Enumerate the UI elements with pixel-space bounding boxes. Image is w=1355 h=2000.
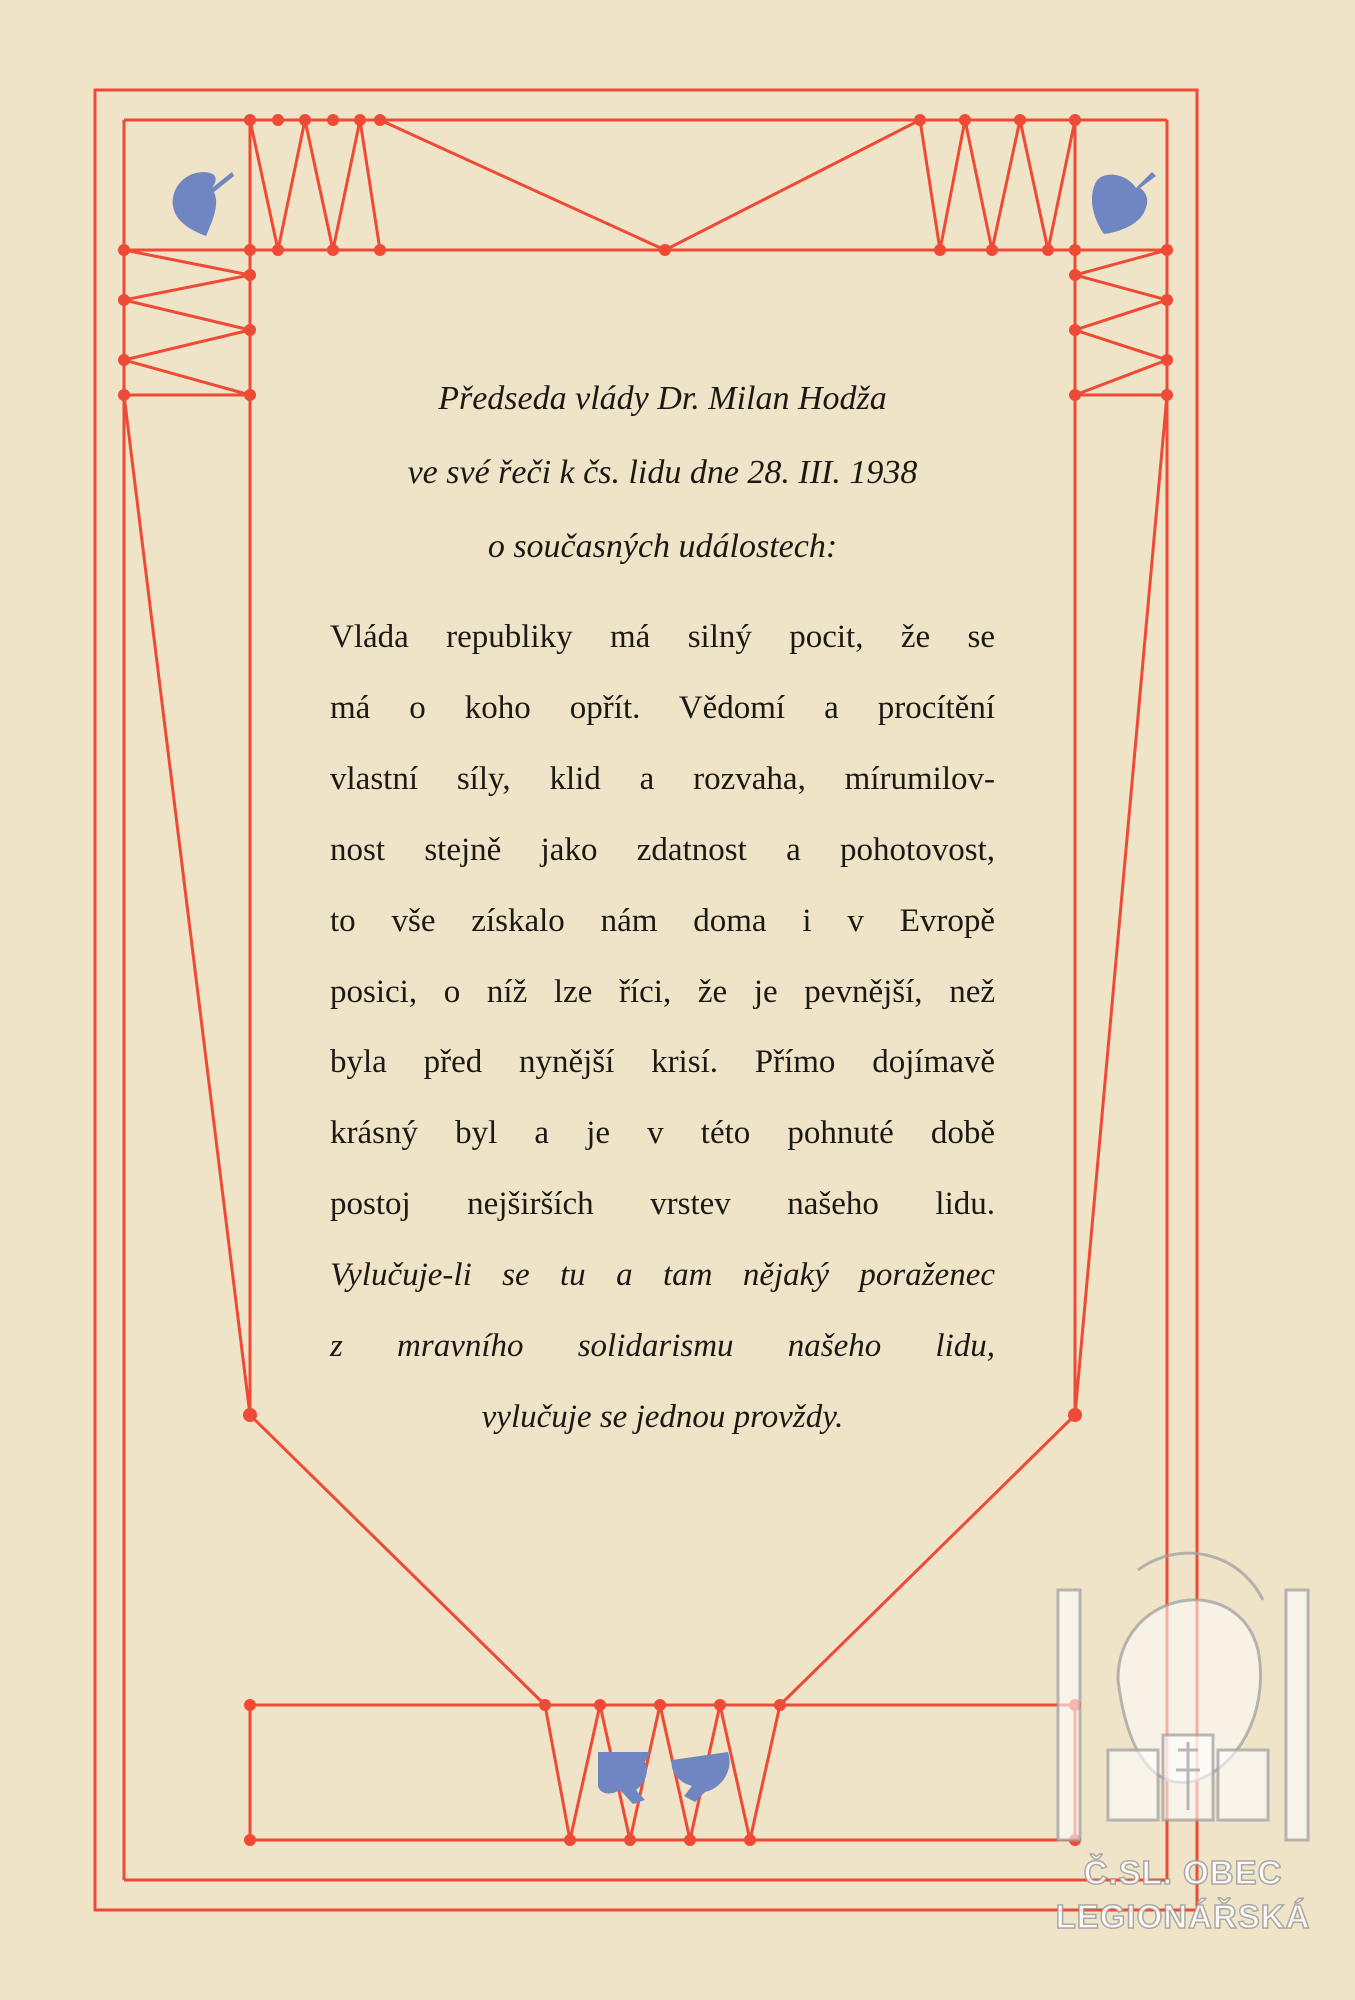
speech-line: Vláda republiky má silný pocit, že se bbox=[330, 619, 995, 655]
watermark-line: Č.SL. OBEC bbox=[1083, 1854, 1283, 1891]
closing-line: z mravního solidarismu našeho lidu, bbox=[330, 1328, 995, 1365]
legion-watermark bbox=[1048, 1530, 1318, 1950]
leaf-icon-top-left bbox=[173, 172, 234, 236]
speech-line: vlastní síly, klid a rozvaha, mírumilov- bbox=[330, 760, 995, 797]
closing-line: vylučuje se jednou provždy. bbox=[481, 1398, 844, 1435]
heading-line: Předseda vlády Dr. Milan Hodža bbox=[438, 380, 887, 417]
closing-line: Vylučuje-li se tu a tam nějaký poraženec bbox=[330, 1257, 995, 1294]
document-body bbox=[330, 362, 995, 1453]
speech-text bbox=[330, 602, 995, 1453]
speech-line: má o koho opřít. Vědomí a procítění bbox=[330, 689, 995, 726]
speech-line: to vše získalo nám doma i v Evropě bbox=[330, 902, 995, 939]
speech-line: krásný byl a je v této pohnuté době bbox=[330, 1115, 995, 1152]
leaf-icon-top-right bbox=[1092, 172, 1156, 234]
leaf-icon-bottom-left bbox=[598, 1752, 650, 1804]
speech-line: posici, o níž lze říci, že je pevnější, než bbox=[330, 973, 995, 1010]
legionnaire-emblem-icon bbox=[1048, 1530, 1318, 1850]
heading-line: o současných událostech: bbox=[487, 528, 838, 565]
heading bbox=[330, 362, 995, 584]
heading-line: ve své řeči k čs. lidu dne 28. III. 1938 bbox=[407, 454, 918, 491]
speech-line: postoj nejširších vrstev našeho lidu. bbox=[330, 1186, 995, 1223]
speech-line: nost stejně jako zdatnost a pohotovost, bbox=[330, 831, 995, 868]
watermark-line: LEGIONÁŘSKÁ bbox=[1055, 1898, 1311, 1935]
speech-line: byla před nynější krisí. Přímo dojímavě bbox=[330, 1044, 995, 1081]
